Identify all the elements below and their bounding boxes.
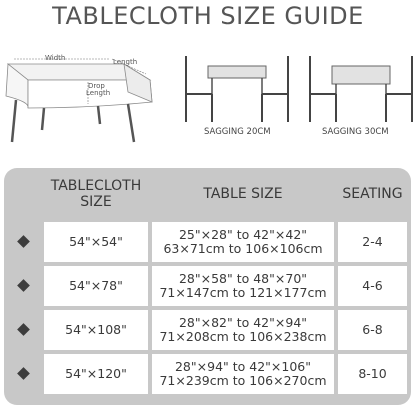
drop-label-line2: Length [86, 89, 111, 97]
seating-cell: 8-10 [338, 354, 407, 394]
table-size-cm: 71×239cm to 106×270cm [159, 373, 327, 388]
table-row [4, 266, 411, 306]
table-size-cell [152, 222, 334, 262]
drop-label-line1: Drop [88, 82, 105, 90]
header-seating: SEATING [342, 186, 403, 202]
header-tablecloth-line1: TABLECLOTH [50, 178, 142, 194]
table-size-cell [152, 266, 334, 306]
page-title: TABLECLOTH SIZE GUIDE [52, 2, 364, 30]
seating-cell: 2-4 [338, 222, 407, 262]
sagging-20cm-illustration [186, 56, 288, 122]
diamond-bullet-icon [17, 235, 30, 248]
tablecloth-size-cell: 54"×54" [44, 222, 148, 262]
table-size-cell [152, 310, 334, 350]
header-tablecloth-size [44, 168, 148, 220]
diamond-bullet-icon [17, 367, 30, 380]
tablecloth-illustration [6, 54, 152, 142]
width-label: Width [45, 54, 66, 62]
table-size-cm: 71×208cm to 106×238cm [159, 329, 327, 344]
table-size-inches: 28"×82" to 42"×94" [178, 315, 308, 330]
table-size-cell [152, 354, 334, 394]
table-size-cm: 71×147cm to 121×177cm [159, 285, 327, 300]
sagging-20cm-label: SAGGING 20CM [204, 127, 271, 137]
table-row [4, 310, 411, 350]
sagging-30cm-illustration [310, 56, 412, 122]
table-row [4, 354, 411, 394]
table-size-cm: 63×71cm to 106×106cm [163, 241, 323, 256]
table-row [4, 222, 411, 262]
sagging-30cm-label: SAGGING 30CM [322, 127, 389, 137]
tablecloth-size-cell: 54"×120" [44, 354, 148, 394]
size-table [4, 168, 411, 405]
table-size-inches: 25"×28" to 42"×42" [178, 227, 308, 242]
tablecloth-size-cell: 54"×108" [44, 310, 148, 350]
seating-cell: 6-8 [338, 310, 407, 350]
diamond-bullet-icon [17, 323, 30, 336]
seating-cell: 4-6 [338, 266, 407, 306]
table-size-inches: 28"×94" to 42"×106" [174, 359, 312, 374]
diamond-bullet-icon [17, 279, 30, 292]
length-label: Length [113, 58, 138, 66]
table-size-inches: 28"×58" to 48"×70" [178, 271, 308, 286]
header-tablecloth-line2: SIZE [80, 194, 112, 210]
header-table-size: TABLE SIZE [203, 186, 283, 202]
tablecloth-size-cell: 54"×78" [44, 266, 148, 306]
